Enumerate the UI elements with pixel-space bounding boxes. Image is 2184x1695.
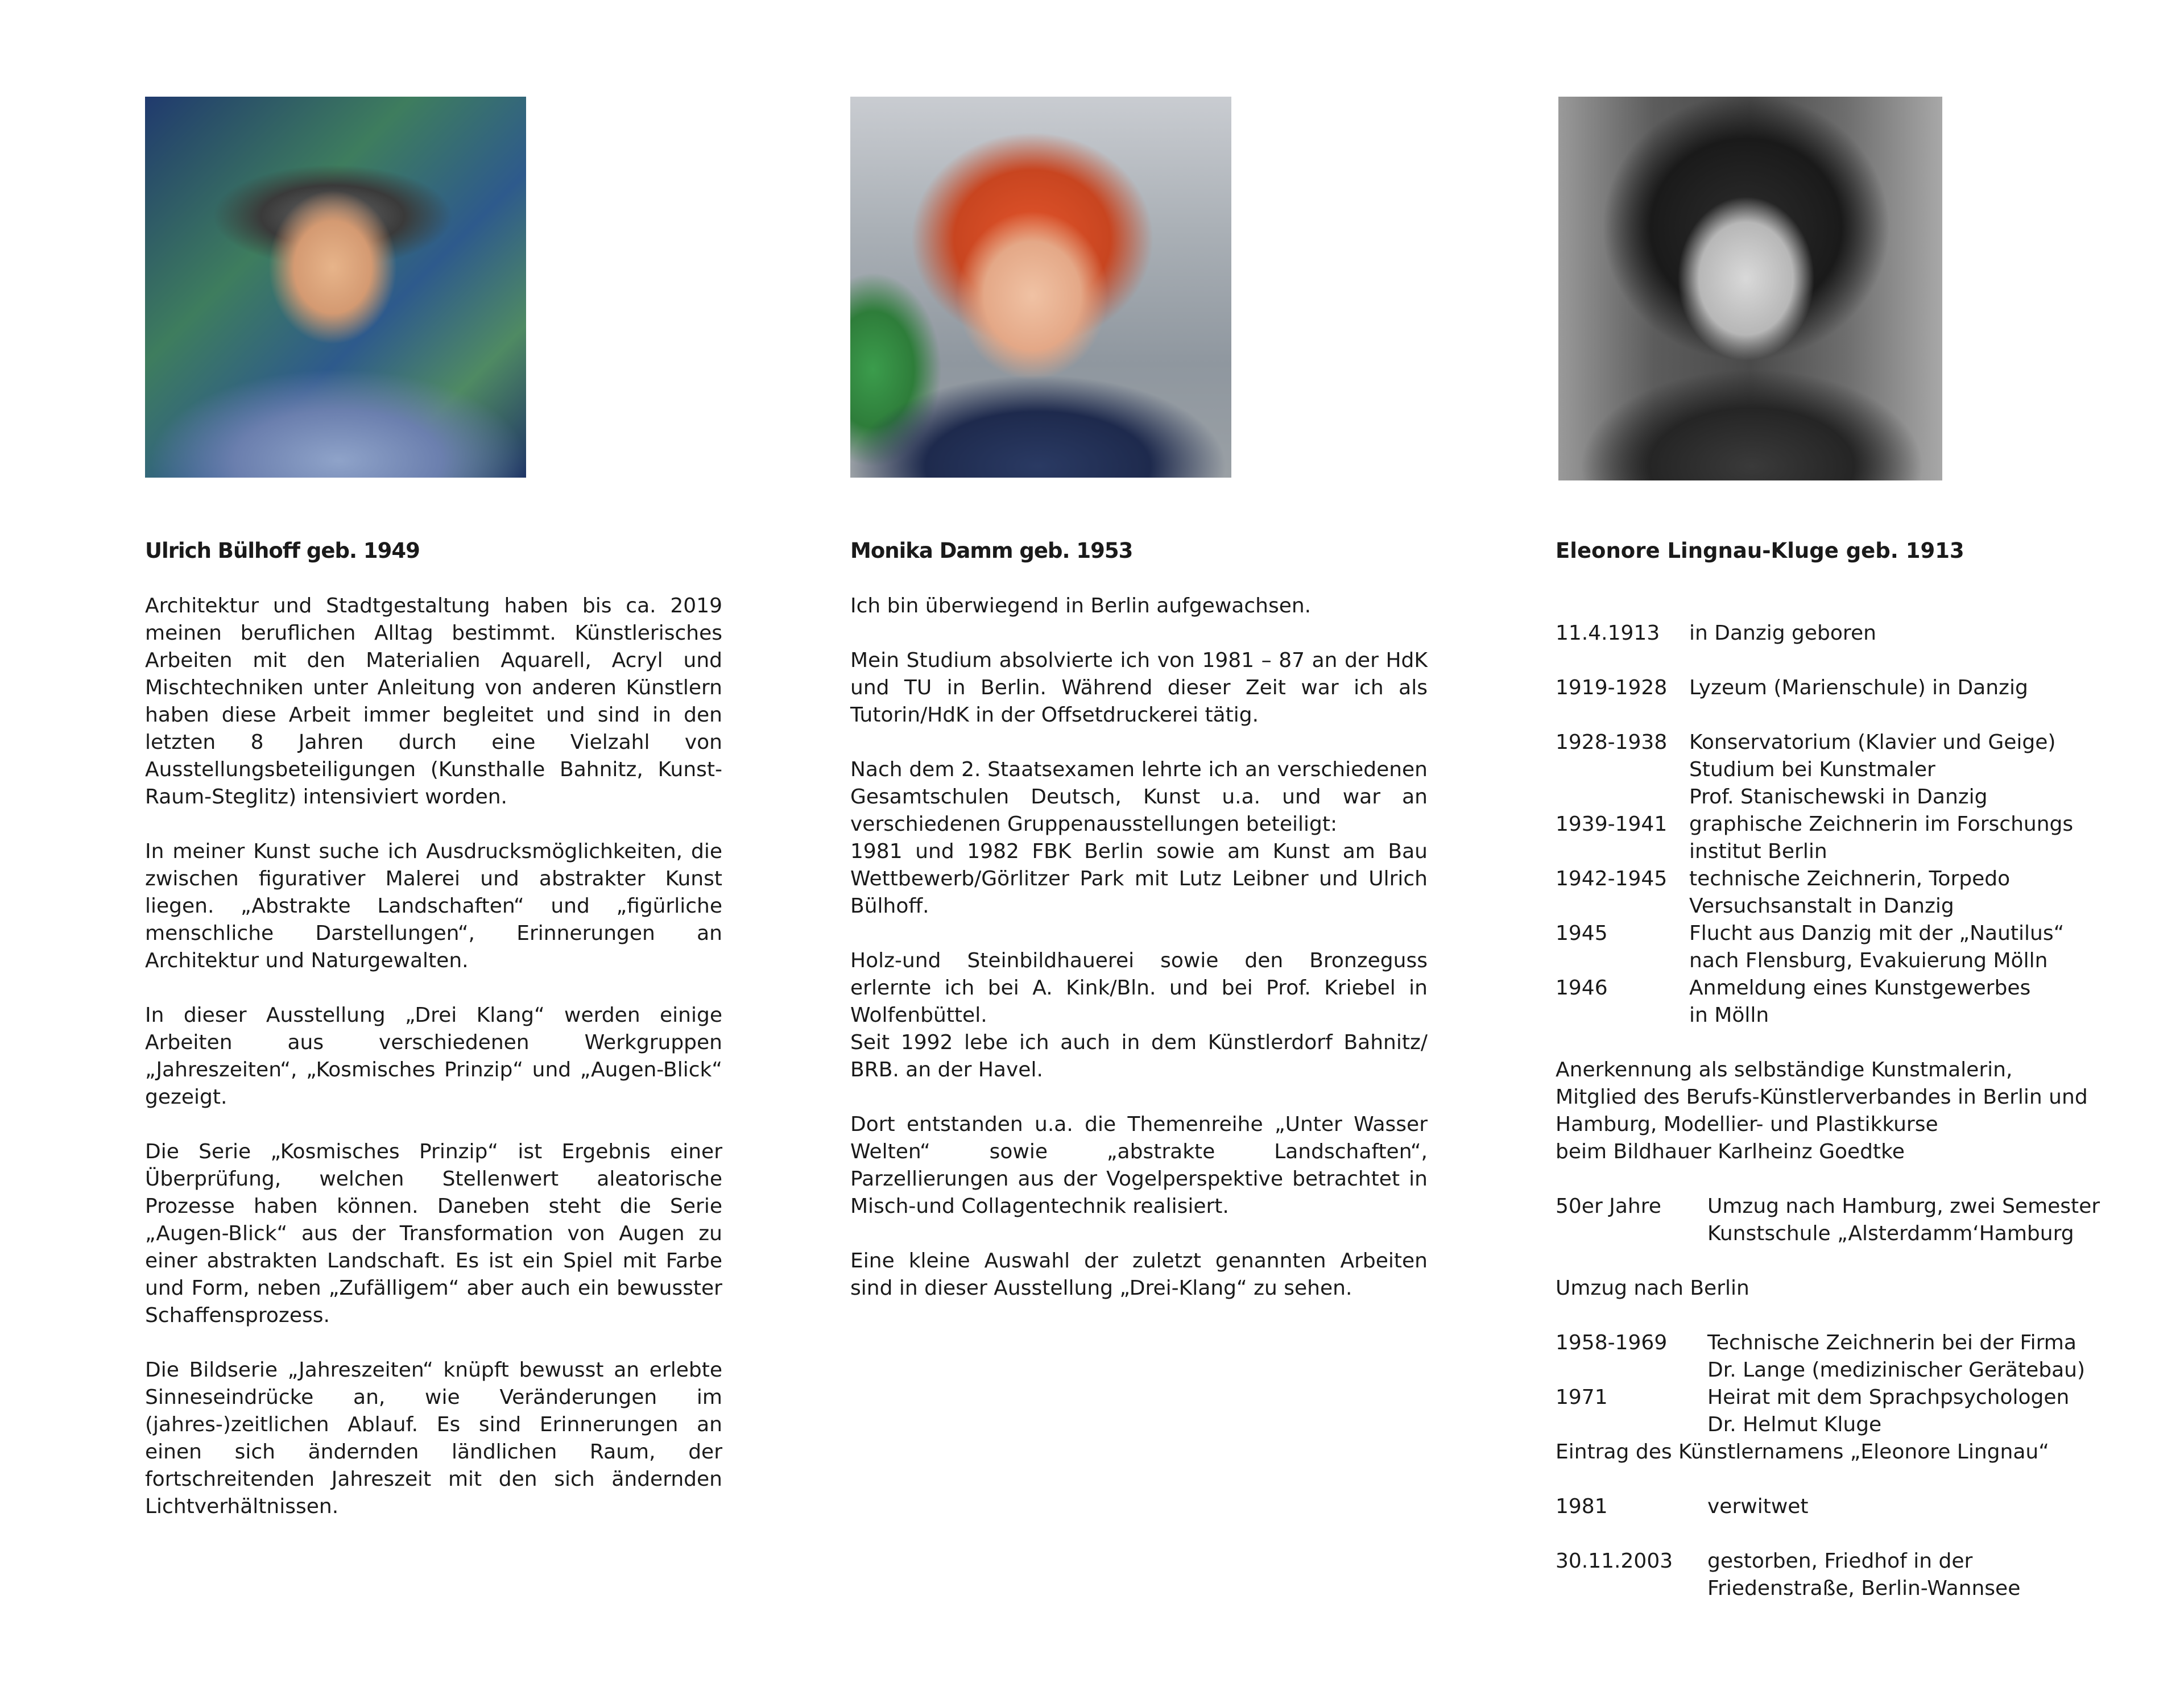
portrait-photo-eleonore	[1558, 97, 1942, 480]
timeline-entry	[1556, 729, 2153, 811]
timeline-text: Dr. Lange (medizinischer Gerätebau)	[1707, 1358, 2086, 1382]
timeline-date: 1939-1941	[1556, 813, 1668, 836]
timeline-text: technische Zeichnerin, Torpedo	[1689, 867, 2011, 890]
portrait-photo-monika	[850, 97, 1231, 478]
bio-paragraph: Ich bin überwiegend in Berlin aufgewachsen.	[850, 594, 1312, 618]
timeline-text: nach Flensburg, Evakuierung Mölln	[1689, 949, 2048, 972]
timeline-entry	[1556, 865, 2153, 920]
timeline-entry	[1556, 975, 2153, 1029]
recognition-line: Hamburg, Modellier- und Plastikkurse	[1556, 1113, 1938, 1136]
timeline-entry	[1556, 811, 2153, 865]
recognition-line: Mitglied des Berufs-Künstlerverbandes in Berlin und	[1556, 1085, 2088, 1109]
timeline-text: Dr. Helmut Kluge	[1707, 1413, 1882, 1436]
timeline-date: 11.4.1913	[1556, 621, 1660, 645]
bio-paragraph: In meiner Kunst suche ich Ausdrucksmöglichkeiten, die zwischen figurativer Malerei und abstrakter Kunst liegen. „Abstrakte Landschaften“ und „figürliche menschliche Darstellungen“, Erinnerungen an Architektur und Naturgewalten.	[145, 840, 722, 972]
timeline-text: Flucht aus Danzig mit der „Nautilus“	[1689, 922, 2065, 945]
bio-paragraph: Die Bildserie „Jahreszeiten“ knüpft bewusst an erlebte Sinneseindrücke an, wie Veränderungen im (jahres-)zeitlichen Ablauf. Es sind Erinnerungen an einen sich ändernden ländlichen Raum, der fortschreitenden Jahreszeit mit den sich ändernden Lichtverhältnissen.	[145, 1358, 722, 1518]
timeline-text: Friedenstraße, Berlin-Wannsee	[1707, 1577, 2021, 1600]
timeline-entry	[1556, 1384, 2153, 1439]
artist-name-entry-text: Eintrag des Künstlernamens „Eleonore Lingnau“	[1556, 1440, 2049, 1464]
timeline-date: 1981	[1556, 1495, 1608, 1518]
bio-paragraph: Dort entstanden u.a. die Themenreihe „Unter Wasser Welten“ sowie „abstrakte Landschaften“, Parzellierungen aus der Vogelperspektive betrachtet in Misch-und Collagentechnik realisiert.	[850, 1113, 1428, 1218]
timeline-date: 1928-1938	[1556, 731, 1668, 754]
portrait-painting-ulrich	[145, 97, 526, 478]
recognition-line: beim Bildhauer Karlheinz Goedtke	[1556, 1140, 1905, 1163]
timeline-date: 1958-1969	[1556, 1331, 1668, 1354]
timeline-text: Anmeldung eines Kunstgewerbes	[1689, 976, 2031, 1000]
berlin-move-text: Umzug nach Berlin	[1556, 1277, 1749, 1300]
timeline-entry	[1556, 1493, 2153, 1520]
bio-paragraph: 1981 und 1982 FBK Berlin sowie am Kunst am Bau Wettbewerb/Görlitzer Park mit Lutz Leibner und Ulrich Bülhoff.	[850, 840, 1428, 918]
bio-paragraph: Eine kleine Auswahl der zuletzt genannten Arbeiten sind in dieser Ausstellung „Drei-Klang“ zu sehen.	[850, 1249, 1428, 1300]
timeline-entry	[1556, 620, 2153, 647]
timeline-text: Lyzeum (Marienschule) in Danzig	[1689, 676, 2028, 699]
timeline-text: in Danzig geboren	[1689, 621, 1876, 645]
timeline-date: 1946	[1556, 976, 1608, 1000]
timeline-text: Umzug nach Hamburg, zwei Semester	[1707, 1195, 2100, 1218]
artist-column-3	[1556, 0, 2153, 1695]
timeline-date: 1945	[1556, 922, 1608, 945]
biography-timeline	[1556, 620, 2153, 1602]
recognition-text	[1556, 1056, 2153, 1166]
timeline-text: Versuchsanstalt in Danzig	[1689, 894, 1954, 918]
timeline-date: 1919-1928	[1556, 676, 1668, 699]
artist-name: Eleonore Lingnau-Kluge geb. 1913	[1556, 538, 1964, 563]
timeline-entry	[1556, 1548, 2153, 1602]
artist-name: Monika Damm geb. 1953	[850, 538, 1133, 563]
timeline-text: in Mölln	[1689, 1004, 1769, 1027]
recognition-line: Anerkennung als selbständige Kunstmalerin,	[1556, 1058, 2013, 1081]
timeline-entry	[1556, 674, 2153, 702]
bio-paragraph: Die Serie „Kosmisches Prinzip“ ist Ergebnis einer Überprüfung, welchen Stellenwert aleatorische Prozesse haben können. Daneben steht die Serie „Augen-Blick“ aus der Transformation von Augen zu einer abstrakten Landschaft. Es ist ein Spiel mit Farbe und Form, neben „Zufälligem“ aber auch ein bewusster Schaffensprozess.	[145, 1140, 722, 1327]
timeline-entry	[1556, 1193, 2153, 1248]
timeline-entry	[1556, 1329, 2153, 1384]
artist-bio-text	[850, 592, 1428, 1329]
timeline-text: institut Berlin	[1689, 840, 1827, 863]
bio-paragraph: Architektur und Stadtgestaltung haben bis ca. 2019 meinen beruflichen Alltag bestimmt. Künstlerisches Arbeiten mit den Materialien Aquarell, Acryl und Mischtechniken unter Anleitung von anderen Künstlern haben diese Arbeit immer begleitet und sind in den letzten 8 Jahren durch eine Vielzahl von Ausstellungsbeteiligungen (Kunsthalle Bahnitz, Kunst-Raum-Steglitz) intensiviert worden.	[145, 594, 722, 809]
timeline-text: Technische Zeichnerin bei der Firma	[1707, 1331, 2077, 1354]
timeline-text: verwitwet	[1707, 1495, 1809, 1518]
timeline-date: 50er Jahre	[1556, 1195, 1661, 1218]
bio-paragraph: In dieser Ausstellung „Drei Klang“ werden einige Arbeiten aus verschiedenen Werkgruppen „Jahreszeiten“, „Kosmisches Prinzip“ und „Augen-Blick“ gezeigt.	[145, 1004, 722, 1109]
bio-paragraph: Holz-und Steinbildhauerei sowie den Bronzeguss erlernte ich bei A. Kink/Bln. und bei Prof. Kriebel in Wolfenbüttel.	[850, 949, 1428, 1027]
timeline-entry	[1556, 920, 2153, 975]
timeline-date: 30.11.2003	[1556, 1549, 1673, 1573]
artist-bio-text	[145, 592, 722, 1548]
bio-paragraph: Mein Studium absolvierte ich von 1981 – 87 an der HdK und TU in Berlin. Während dieser Zeit war ich als Tutorin/HdK in der Offsetdruckerei tätig.	[850, 649, 1428, 727]
timeline-text: Konservatorium (Klavier und Geige)	[1689, 731, 2056, 754]
timeline-date: 1971	[1556, 1386, 1608, 1409]
bio-paragraph: Seit 1992 lebe ich auch in dem Künstlerdorf Bahnitz/ BRB. an der Havel.	[850, 1031, 1428, 1081]
timeline-text: gestorben, Friedhof in der	[1707, 1549, 1973, 1573]
timeline-text: Studium bei Kunstmaler	[1689, 758, 1935, 781]
artist-column-2	[850, 0, 1428, 1695]
bio-paragraph: Nach dem 2. Staatsexamen lehrte ich an verschiedenen Gesamtschulen Deutsch, Kunst u.a. und war an verschiedenen Gruppenausstellungen beteiligt:	[850, 758, 1428, 836]
artist-name: Ulrich Bülhoff geb. 1949	[145, 538, 420, 563]
timeline-text: Prof. Stanischewski in Danzig	[1689, 785, 1988, 809]
timeline-text: graphische Zeichnerin im Forschungs	[1689, 813, 2074, 836]
artist-column-1	[145, 0, 722, 1695]
timeline-date: 1942-1945	[1556, 867, 1668, 890]
timeline-text: Kunstschule „Alsterdamm‘Hamburg	[1707, 1222, 2074, 1245]
timeline-text: Heirat mit dem Sprachpsychologen	[1707, 1386, 2070, 1409]
